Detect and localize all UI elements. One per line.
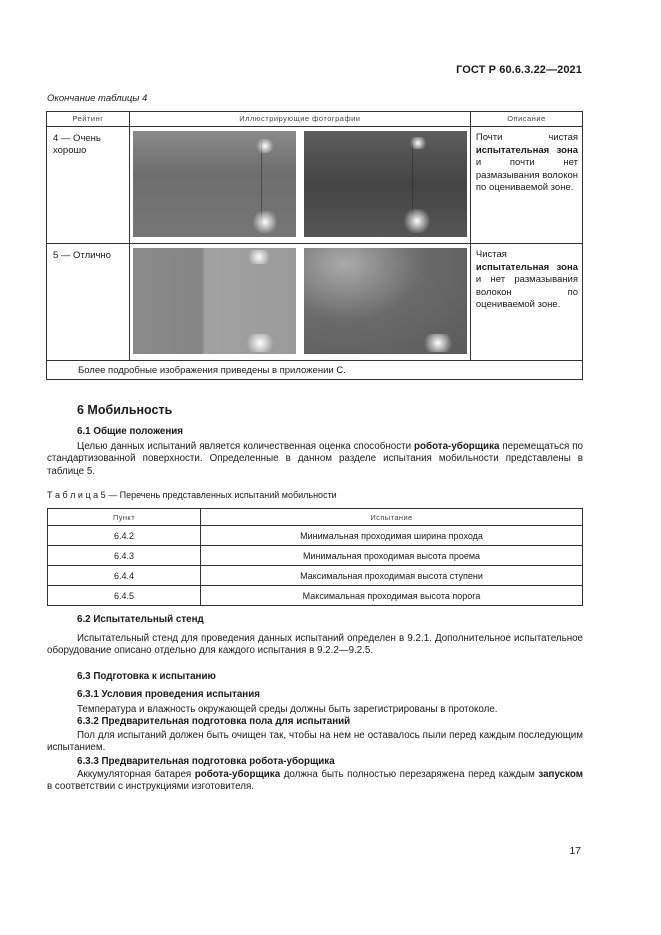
section-6-title: 6 Мобильность: [77, 403, 173, 417]
clause-cell: 6.4.4: [48, 566, 201, 586]
table5-caption: Т а б л и ц а 5 — Перечень представленных испытаний мобильности: [47, 490, 337, 500]
section-6-3-2-title: 6.3.2 Предварительная подготовка пола для испытаний: [77, 716, 351, 727]
s633-term: запуском: [538, 769, 583, 780]
test-cell: Максимальная проходимая высота ступени: [201, 566, 583, 586]
table-row: [48, 586, 583, 606]
table4-header-photos: Иллюстрирующие фотографии: [129, 112, 470, 127]
table4-note-row: [47, 361, 583, 380]
s61-text: Целью данных испытаний является количественная оценка способности: [77, 441, 415, 452]
s633-term: робота-уборщика: [194, 769, 281, 780]
desc-text: Чистая: [475, 249, 507, 260]
clause-cell: 6.4.2: [48, 526, 201, 546]
table5-header-clause: Пункт: [48, 509, 201, 526]
photos-cell: [129, 244, 470, 361]
section-6-2-title: 6.2 Испытательный стенд: [77, 614, 204, 625]
table4-row-rating-4: [47, 127, 583, 244]
test-cell: Максимальная проходимая высота порога: [201, 586, 583, 606]
section-6-3-title: 6.3 Подготовка к испытанию: [77, 671, 216, 682]
clause-cell: 6.4.3: [48, 546, 201, 566]
section-6-3-1-title: 6.3.1 Условия проведения испытания: [77, 689, 260, 700]
page-number: 17: [569, 845, 581, 857]
desc-text: и почти нет размазывания волокон по оцениваемой зоне.: [475, 157, 578, 193]
desc-term: испытательная зона: [475, 144, 578, 156]
table-row: [48, 546, 583, 566]
description-cell: [470, 127, 582, 244]
s633-text: Аккумуляторная батарея: [77, 769, 195, 780]
s61-term: робота-уборщика: [414, 441, 500, 452]
table4-row-rating-5: [47, 244, 583, 361]
table-5: [47, 508, 583, 606]
table4-note: Более подробные изображения приведены в приложении С.: [47, 361, 583, 380]
table4-caption: Окончание таблицы 4: [47, 93, 148, 104]
test-photo: [133, 248, 296, 354]
table5-header-row: [48, 509, 583, 526]
section-6-3-3-text: [47, 769, 583, 794]
s61-text: перемещаться по стандартизованной поверхности. Определенные в данном разделе испытания мобильности представлены в таблице 5.: [47, 441, 583, 477]
section-6-3-1-text: Температура и влажность окружающей среды должны быть зарегистрированы в протоколе.: [77, 704, 498, 715]
test-photo: [133, 131, 296, 237]
test-photo: [304, 131, 467, 237]
description-cell: [470, 244, 582, 361]
table-row: [48, 566, 583, 586]
section-6-3-2-text: Пол для испытаний должен быть очищен так, чтобы на нем не оставалось пыли перед каждым последующим испытанием.: [47, 730, 583, 754]
desc-text: и нет размазывания волокон по оцениваемой зоне.: [475, 274, 578, 310]
table4-header-row: [47, 112, 583, 127]
s633-text: в соответствии с инструкциями изготовителя.: [47, 781, 254, 793]
photos-cell: [129, 127, 470, 244]
test-cell: Минимальная проходимая ширина прохода: [201, 526, 583, 546]
section-6-2-text: Испытательный стенд для проведения данных испытаний определен в 9.2.1. Дополнительное испытательное оборудование описано отдельно для каждого испытания в 9.2.2—9.2.5.: [47, 633, 583, 657]
document-id: ГОСТ Р 60.6.3.22—2021: [456, 64, 582, 76]
test-photo: [304, 248, 467, 354]
rating-cell: 4 — Очень хорошо: [47, 127, 130, 244]
table4-header-description: Описание: [470, 112, 582, 127]
test-cell: Минимальная проходимая высота проема: [201, 546, 583, 566]
section-6-1-text: [47, 441, 583, 478]
desc-term: испытательная зона: [475, 261, 578, 273]
table5-header-test: Испытание: [201, 509, 583, 526]
clause-cell: 6.4.5: [48, 586, 201, 606]
table-4: [46, 111, 583, 380]
section-6-1-title: 6.1 Общие положения: [77, 426, 184, 437]
rating-cell: 5 — Отлично: [47, 244, 130, 361]
s633-text: должна быть полностью перезаряжена перед каждым: [280, 769, 539, 780]
table-row: [48, 526, 583, 546]
section-6-3-3-title: 6.3.3 Предварительная подготовка робота-уборщика: [77, 756, 335, 767]
desc-text: Почти чистая: [475, 132, 578, 143]
table4-header-rating: Рейтинг: [47, 112, 130, 127]
